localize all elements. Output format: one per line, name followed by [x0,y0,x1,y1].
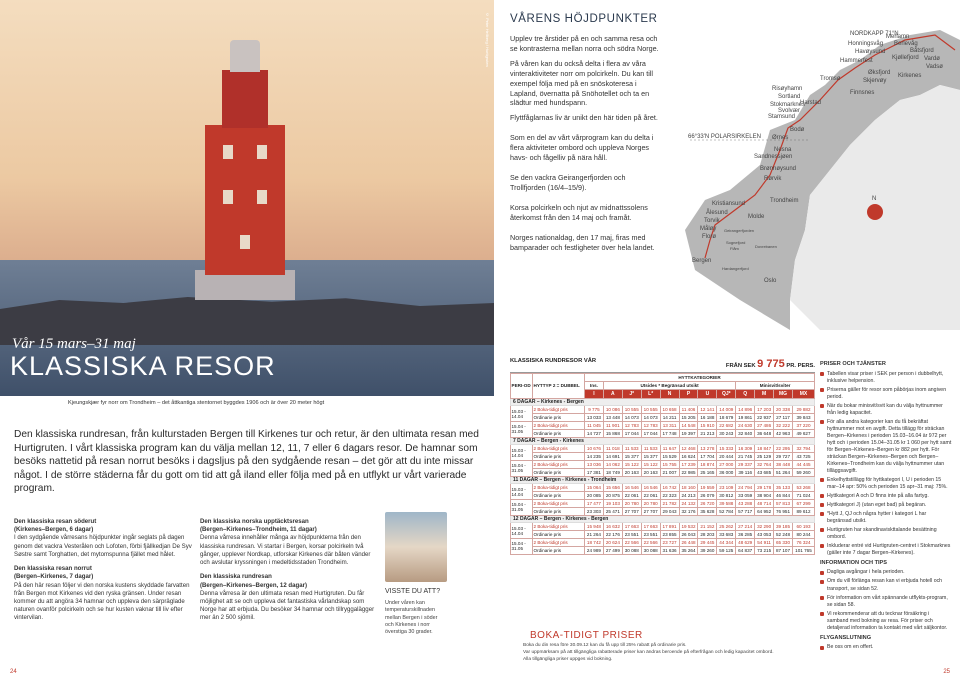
place-label: Stamsund [768,114,796,120]
col-outside: Utsides * Begränsad utsikt [603,381,735,389]
place-label: Tromsø [820,76,841,82]
table-row: Ordinarie pris 24 989 27 499 30 088 30 088 31 636 35 264 39 260 59 125 64 837 73 215 87 107 101 765 [511,546,815,554]
season-subtitle: Vår 15 mars–31 maj [12,336,136,352]
cabin-category: J* [622,389,641,398]
place-label: Bodø [790,127,805,133]
from-price: 9 775 [757,358,785,370]
table-row: Ordinarie pris 20 085 20 875 22 061 22 061 22 323 24 213 26 079 30 812 33 059 38 904 46 844 71 024 [511,492,815,500]
did-you-know-title: VISSTE DU ATT? [385,588,441,595]
tour-title: Den klassiska resan norrut [14,565,92,573]
place-label: Finnsnes [850,90,875,96]
cabin-category: N [660,389,679,398]
table-section: 7 DAGAR – Bergen - Kirkenes [511,437,815,445]
intro-lead: Den klassiska rundresan, från kulturstaden Bergen till Kirkenes tur och retur, är den ultimata resan med Hurtigruten. I vårt klassiska program kan du välja mellan 12, 11, 7 eller 6 dagars resor. De hamnar som besöks nattetid på resan norrut besöks i dagsljus på den sydgående resan – det gör att du inte missar något. I de större städerna får du gott om tid att gå iland eller följa med på en utflykt ur vårt varierade program. [14,429,479,495]
place-label: Skjervøy [863,78,887,84]
place-label: Bergen [692,258,712,264]
place-label: Ålesund [706,210,728,216]
spring-highlights [510,12,660,258]
sidebar-item: Inkluderar entré vid Hurtigruten-centret i Stokmarknes (gäller inte 7 dagar Bergen–Kirkenes). [820,543,952,557]
place-label: Berlevåg [894,41,918,47]
cabin-category: U [698,389,717,398]
sidebar-item: Hyttkategori A och D finns inte på alla fartyg. [820,493,952,500]
tour-south [14,518,194,623]
price-table-title: KLASSISKA RUNDRESOR VÅR [510,358,597,364]
place-label: Hammerfest [840,58,873,64]
spring-para: På våren kan du också delta i flera av våra vinteraktiviteter norr om polcirkeln. Du kan till exempel följa med på en snöskoteresa i Lapland, övernatta på Snöhotellet och ta en slädtur med hundspann. [510,58,654,108]
sidebar-item: Hurtigruten har skandinaviskttalande besättning ombord. [820,527,952,541]
arctic-circle-label: 66°33'N POLARSIRKELEN [688,134,761,140]
page-number-right: 25 [943,669,950,675]
tour-discovery [200,518,380,623]
place-label: Havøysund [855,49,886,55]
table-section: 6 DAGAR – Kirkenes - Bergen [511,398,815,406]
sidebar-item: Om du vill förlänga resan kan vi erbjuda hotell och transport, se sidan 52. [820,578,952,592]
north-label: N [872,196,877,202]
sidebar-title: INFORMATION OCH TIPS [820,559,888,566]
tour-text: Denna vårresa innehåller många av höjdpunkterna från den klassiska rundresan. Vi startar i Bergen, korsar polcirkeln två gånger, upplever Nordkap, utforskar Kirkenes där båten vänder och avslutar kryssningen i medeltidsstaden Trondheim. [200,534,371,567]
tour-sub: (Bergen–Kirkenes, 7 dagar) [14,573,94,581]
place-label: Kirkenes [898,73,922,79]
spring-para: Upplev tre årstider på en och samma resa och se kontrasterna mellan norra och södra Norge. [510,33,659,53]
col-suites: Minisvit/sviter [736,381,815,389]
tour-sub: (Bergen–Kirkenes–Bergen, 12 dagar) [200,581,308,589]
place-label: Stokmarknes [770,102,806,108]
price-table-block [510,358,815,555]
spring-para: Korsa polcirkeln och njut av midnattssolens återkomst från den 14 maj och framåt. [510,203,648,222]
cabin-category: P [679,389,698,398]
did-you-know-text: Under våren kan temperaturskillnaden mellan Bergen i söder och Kirkenes i norr överstiga 30 grader. [385,600,438,636]
page-number-left: 24 [10,669,17,675]
note: Var uppmärksam på att tillgängliga rabatterade priser kan ändras beroende på efterfrågan och ledig kapacitet ombord. [523,649,774,655]
sidebar-title: PRISER OCH TJÄNSTER [820,361,886,367]
sidebar-item: Be oss om en offert. [820,644,952,651]
place-label: Kjøllefjord [892,55,919,61]
cabin-category: Q [736,389,755,398]
place-label: Dovrebanen [755,244,777,249]
sidebar-title: FLYGANSLUTNING [820,634,872,641]
table-section: 12 DAGAR – Bergen - Kirkenes - Bergen [511,515,815,523]
tour-sub: (Bergen–Kirkenes–Trondheim, 11 dagar) [200,526,317,534]
table-row: 15.03 - 14.04 2 Boka-tidigt pris 15 064 15 656 16 546 16 546 16 742 18 160 19 559 23 109 24 794 29 178 35 133 53 268 [511,484,815,492]
table-row: Ordinarie pris 14 727 15 868 17 044 17 044 17 748 19 397 21 213 30 243 32 840 36 648 42 963 49 627 [511,429,815,437]
cabin-category: M [755,389,774,398]
cabin-category: MX [792,389,814,398]
sidebar-item: När du bokar minisvit/svit kan du välja hyttnummer från ledig kapacitet. [820,403,952,417]
place-label: Vadsø [926,64,943,70]
table-row: 15.03 - 14.04 2 Boka-tidigt pris 10 676 11 018 11 533 11 533 11 647 12 468 13 278 15 333 16 309 18 847 22 295 32 794 [511,445,815,453]
place-label: Sortland [778,94,801,100]
photo-credit: © Peter Hellberg / Hurtigruten [485,12,490,67]
place-label: Hardangerfjord [722,266,749,271]
sidebar-item: För alla andra kategorier kan du få bekräftat hyttnummer mot en avgift. Detta tillägg för sträckan Bergen–Kirkenes i perioden 15.03–16.04 är 972 per hytt och i perioden 15.04–31.05 kr 1 060 per hytt samt för Bergen–Kirkenes–Bergen kr 882 per hytt. För sträckan Bergen–Kirkenes–Bergen och Bergen–Kirkenes–Trondheim kan du välja hyttnummer utan tilläggsavgift. [820,419,952,475]
tour-text: På den här resan följer vi den norska kustens skyddade farvatten från Bergen mot Kirkenes vid den ryska gränsen. Under resan kommer du att angöra 34 hamnar och uppleva den särpräglade naturen ovanför polcirkeln och se hur kusten vaknar till liv efter vintervilan. [14,581,190,622]
place-label: Ørnes [772,135,789,141]
cabin-category: L* [641,389,660,398]
place-label: Flåm [730,246,739,251]
note: Boka du din resa före 30.09.12 kan du få upp till 25% rabatt på ordinarie pris. [523,643,687,648]
place-label: Trondheim [770,198,799,204]
tour-title: Den klassiska resan söderut [14,518,97,525]
sidebar-item: Dagliga avgångar i hela perioden. [820,569,952,576]
place-label: Svolvær [778,108,801,114]
cabin-category: QJ* [717,389,736,398]
nordkapp-label: NORDKAPP 71°N [850,31,899,37]
place-label: Oslo [764,278,777,284]
spring-para: Norges nationaldag, den 17 maj, firas med bamparader och festligheter över hela landet. [510,232,655,252]
place-label: Kristiansund [712,201,746,207]
spring-para: Se den vackra Geirangerfjorden och Trollfjorden (16/4–15/9). [510,173,626,193]
place-label: Rørvik [764,176,782,182]
table-row: 15.04 - 31.05 2 Boka-tidigt pris 17 477 19 103 20 780 20 780 21 782 24 132 26 720 39 588 43 288 48 714 57 813 67 299 [511,499,815,507]
photo-caption: Kjeungskjær fyr norr om Trondheim – det åttkantiga stentornet byggdes 1906 och är över 20 meter högt [68,400,325,406]
page-title: KLASSISKA RESOR [10,351,276,381]
sidebar-item: *Hytt J, QJ och några hytter i kategori L har begränsad utsikt. [820,511,952,525]
price-from: FRÅN SEK 9 775 PR. PERS. [725,358,815,370]
sidebar-item: Tabellen visar priser i SEK per person i dubbelhytt, inklusive helpension. [820,371,952,385]
spring-para: Flyttfåglarnas liv är unikt den här tiden på året. [510,113,658,123]
tour-title: Den klassiska norska upptäcktsresan [200,518,309,525]
table-section: 11 DAGAR – Bergen - Kirkenes - Trondheim [511,476,815,484]
tour-text: Denna vårresa är den ultimata resan med Hurtigruten. Du får möjlighet att se och uppleva det fantastiska vårlandskap som Norge har att erbjuda. Du besöker 34 hamnar och tillryggalägger mer än 2 500 sjömil. [200,589,375,622]
place-label: Torvik [704,218,720,224]
place-label: Risøyhamn [772,86,803,92]
tour-text: I den sydgående vårresans höjdpunkter ingår seglats på dagen genom det vackra Vesterålen och Lofoten, förbi fjällkedjan De Syv Søstre samt Torghatten, det mytomspunna fjället med hålet. [14,534,192,558]
cabin-category: I [585,389,604,398]
place-label: Sognefjord [726,240,746,245]
tour-sub: (Kirkenes–Bergen, 6 dagar) [14,526,94,534]
sidebar-item: Vi rekommenderar att du tecknar försäkring i samband med bokning av resa. För priser och detaljerad information ta kontakt med vårt säljkontor. [820,611,952,632]
spring-title: VÅRENS HÖJDPUNKTER [510,13,658,25]
cabin-category: A [603,389,622,398]
table-row: 15.04 - 31.05 2 Boka-tidigt pris 18 742 20 624 22 566 22 566 23 727 26 448 29 445 44 344 48 629 54 911 65 330 76 324 [511,538,815,546]
col-inside: Ins. [585,381,604,389]
table-row: 15.04 - 31.05 2 Boka-tidigt pris 13 036 14 062 15 122 15 122 15 755 17 239 18 874 27 000 29 337 32 764 38 448 44 445 [511,460,815,468]
place-label: Sandnessjøen [754,154,793,160]
sidebar-item: Priserna gäller för resor som påbörjas inom angiven period. [820,387,952,401]
price-table-header [510,358,815,373]
place-label: Brønnøysund [760,166,797,172]
sidebar-item: Enkelhyttstillägg för hyttkategori I, U i perioden 15 mar–14 apr: 50% och perioden 15 apr–31 maj: 75%. [820,477,952,491]
tour-title: Den klassiska rundresan [200,573,272,581]
note: Alla tillgängliga priser uppges vid bokning. [523,656,613,662]
place-label: Honningsvåg [848,41,884,47]
place-label: Molde [748,214,765,220]
place-label: Mehamn [886,34,910,40]
table-row: Ordinarie pris 23 303 25 471 27 707 27 707 29 043 32 176 35 628 52 784 57 717 64 952 76 951 89 612 [511,507,815,515]
table-row: 15.03 - 14.04 2 Boka-tidigt pris 9 775 10 086 10 555 10 555 10 658 11 406 12 141 14 009 14 896 17 203 20 338 29 882 [511,406,815,414]
traveller-portrait [385,512,447,582]
table-row: Ordinarie pris 17 381 18 749 20 163 20 163 21 007 22 985 25 165 36 000 39 116 43 685 51 264 59 260 [511,468,815,476]
table-row: Ordinarie pris 21 264 22 176 23 551 23 551 23 855 26 043 28 203 33 683 36 285 43 053 52 248 80 244 [511,531,815,539]
table-row: Ordinarie pris 13 033 13 448 14 073 14 073 14 211 15 205 16 188 18 679 19 861 22 937 27 117 39 843 [511,414,815,422]
compass [867,204,883,220]
info-sidebar [820,358,952,653]
place-label: Vardø [924,56,940,62]
table-row: 15.03 - 14.04 2 Boka-tidigt pris 15 948 16 632 17 663 17 663 17 891 19 532 21 152 25 262 27 214 32 290 39 185 60 193 [511,523,815,531]
table-row: Ordinarie pris 14 235 14 691 15 377 15 377 15 529 16 624 17 704 20 444 21 745 25 129 29 727 43 725 [511,453,815,461]
place-label: Øksfjord [868,70,891,76]
route-map [660,0,960,330]
early-booking-notes [523,643,813,664]
sidebar-item: För information om vårt spännande utflykts-program, se sidan 58. [820,595,952,609]
lighthouse-cap [230,40,260,72]
place-label: Florø [702,234,716,240]
table-row: 15.04 - 31.05 2 Boka-tidigt pris 11 045 11 901 12 783 12 783 13 311 14 548 15 910 22 682 24 630 27 486 32 222 37 220 [511,421,815,429]
lighthouse-lantern-room [222,70,268,128]
lighthouse-body [205,125,285,275]
col-cabin-categories: HYTTKATEGORIER [585,374,815,382]
col-type: HYTTYP 2 = DUBBEL [533,374,585,399]
col-period: PERI-OD [511,374,533,399]
early-booking-title: BOKA-TIDIGT PRISER [530,630,643,641]
place-label: Harstad [800,100,822,106]
place-label: Måløy [700,226,717,232]
cabin-category: MG [774,389,793,398]
price-table [510,373,815,555]
place-label: Nesna [774,147,792,153]
place-label: Båtsfjord [910,48,934,54]
place-label: Geirangerfjorden [724,228,755,233]
spring-para: Som en del av vårt vårprogram kan du delta i flera aktiviteter ombord och uppleva Norges havs- och fågelliv på nära håll. [510,133,654,163]
sidebar-item: Hyttkategori J) (utan eget bad) på begäran. [820,502,952,509]
